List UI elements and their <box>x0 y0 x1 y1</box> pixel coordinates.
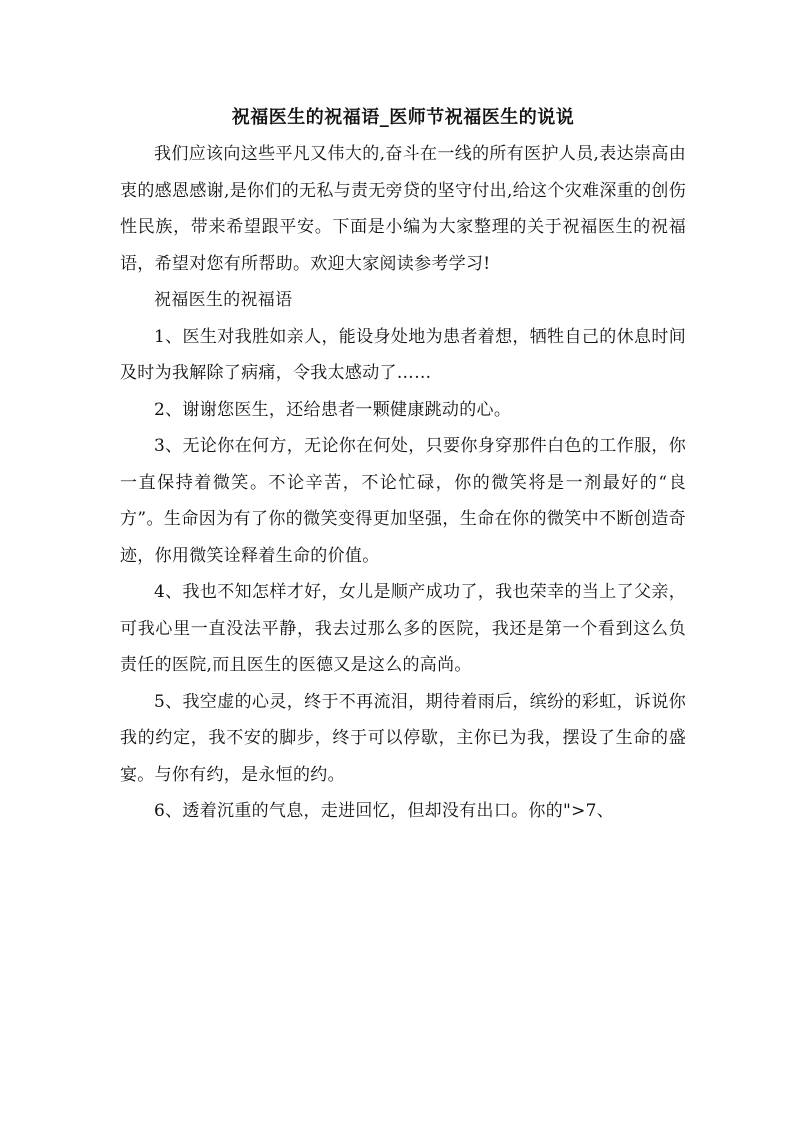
blessing-paragraph-4: 4、我也不知怎样才好，女儿是顺产成功了，我也荣幸的当上了父亲，可我心里一直没法平静，我去过那么多的医院，我还是第一个看到这么负责任的医院,而且医生的医德又是这么的高尚。 <box>120 582 686 675</box>
intro-paragraph: 我们应该向这些平凡又伟大的,奋斗在一线的所有医护人员,表达崇高由衷的感恩感谢,是你们的无私与责无旁贷的坚守付出,给这个灾难深重的创伤性民族，带来希望跟平安。下面是小编为大家整理的关于祝福医生的祝福语，希望对您有所帮助。欢迎大家阅读参考学习! <box>120 144 686 274</box>
document-title: 祝福医生的祝福语_医师节祝福医生的说说 <box>231 107 575 128</box>
blessing-paragraph-1: 1、医生对我胜如亲人，能设身处地为患者着想，牺牲自己的休息时间及时为我解除了病痛，令我太感动了…… <box>120 326 686 383</box>
section-heading: 祝福医生的祝福语 <box>154 290 293 310</box>
blessing-paragraph-2: 2、谢谢您医生，还给患者一颗健康跳动的心。 <box>154 399 512 420</box>
document-body <box>120 100 686 830</box>
blessing-paragraph-6: 6、透着沉重的气息，走进回忆，但却没有出口。你的">7、 <box>154 801 615 821</box>
blessing-paragraph-5: 5、我空虚的心灵，终于不再流泪，期待着雨后，缤纷的彩虹，诉说你我的约定，我不安的脚步，终于可以停歇，主你已为我，摆设了生命的盛宴。与你有约，是永恒的约。 <box>120 691 686 785</box>
blessing-paragraph-3: 3、无论你在何方，无论你在何处，只要你身穿那件白色的工作服，你一直保持着微笑。不论辛苦，不论忙碌，你的微笑将是一剂最好的“良方”。生命因为有了你的微笑变得更加坚强，生命在你的微笑中不断创造奇迹，你用微笑诠释着生命的价值。 <box>120 436 686 566</box>
